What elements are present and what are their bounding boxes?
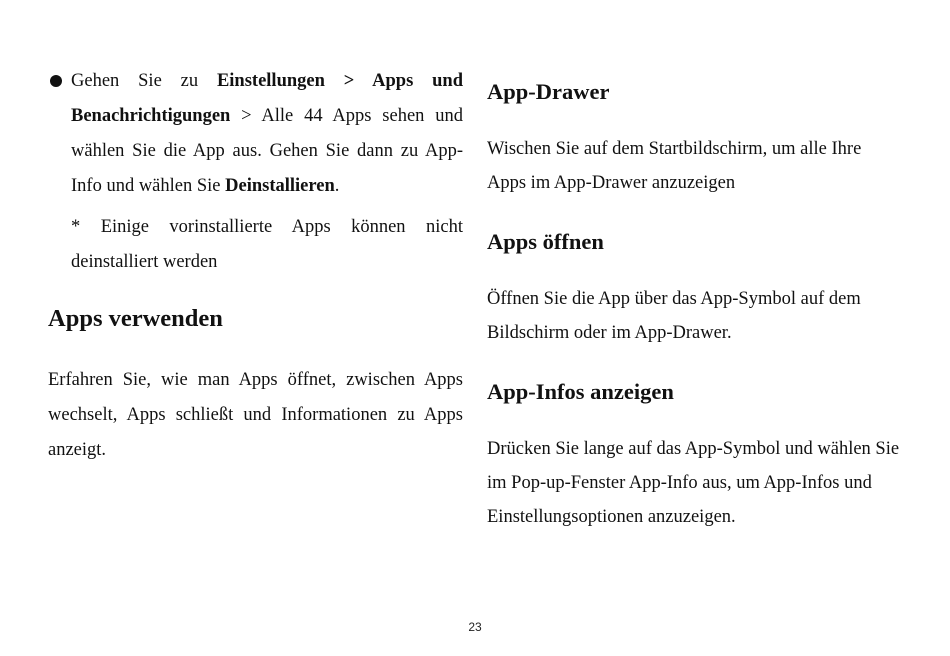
page-number: 23 — [468, 620, 482, 634]
heading-apps-verwenden: Apps verwenden — [48, 305, 223, 332]
bullet-dot-icon — [50, 75, 62, 87]
bullet-text-3: . — [334, 176, 340, 196]
left-column — [48, 64, 463, 468]
paragraph-app-infos: Drücken Sie lange auf das App-Symbol und wählen Sie im Pop-up-Fenster App-Info aus, um App-Infos und Einstellungsoptionen anzuzeigen. — [487, 439, 900, 527]
bullet-bold-path: Einstellungen > Apps und Benachrichtigungen — [71, 71, 463, 126]
heading-app-infos: App-Infos anzeigen — [487, 379, 674, 404]
bullet-text-2: > Alle 44 Apps sehen und wählen Sie die App aus. Gehen Sie dann zu App-Info und wählen Sie — [71, 106, 463, 196]
bullet-item-uninstall — [48, 64, 463, 204]
bullet-text-1: Gehen Sie zu — [71, 71, 217, 91]
bullet-bold-uninstall: Deinstallieren — [225, 176, 335, 196]
paragraph-apps-oeffnen: Öffnen Sie die App über das App-Symbol auf dem Bildschirm oder im App-Drawer. — [487, 289, 861, 343]
right-column — [487, 76, 903, 534]
preinstalled-note: * Einige vorinstallierte Apps können nicht deinstalliert werden — [71, 217, 463, 272]
heading-apps-oeffnen: Apps öffnen — [487, 229, 604, 254]
paragraph-app-drawer: Wischen Sie auf dem Startbildschirm, um alle Ihre Apps im App-Drawer anzuzeigen — [487, 139, 862, 193]
heading-app-drawer: App-Drawer — [487, 79, 610, 104]
paragraph-apps-verwenden: Erfahren Sie, wie man Apps öffnet, zwischen Apps wechselt, Apps schließt und Informationen zu Apps anzeigt. — [48, 370, 463, 460]
